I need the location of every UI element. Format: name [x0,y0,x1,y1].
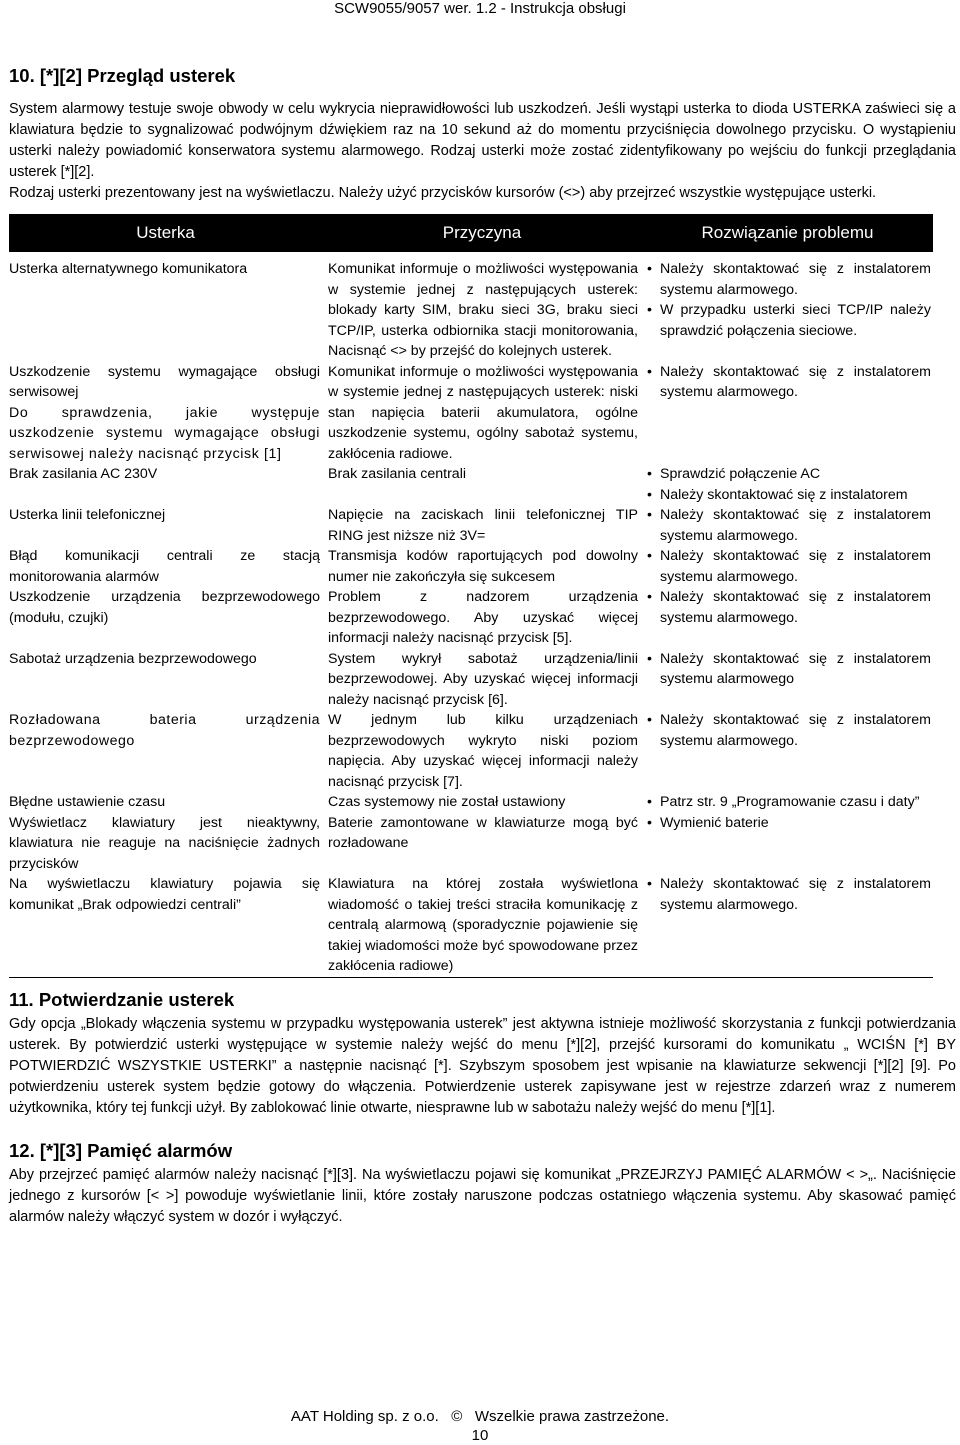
fix-item: • Sprawdzić połączenie AC [647,464,931,485]
page-number: 10 [471,1427,489,1444]
table-row [9,874,933,977]
table-row [9,252,933,362]
footer-copyright: AAT Holding sp. z o.o. © Wszelkie prawa zastrzeżone. [290,1408,670,1425]
fix-item: • Wymienić baterie [647,813,931,834]
cause-cell: W jednym lub kilku urządzeniach bezprzewodowych wykryto niski poziom napięcia. Aby uzyskać więcej informacji należy nacisnąć przycisk [7]. [328,712,638,790]
table-row [9,792,933,813]
header-title: SCW9055/9057 wer. 1.2 - Instrukcja obsługi [334,0,626,17]
fix-cell [642,546,933,587]
cause-cell: Baterie zamontowane w klawiaturze mogą być rozładowane [328,814,638,851]
table-row [9,505,933,546]
column-header: Przyczyna [322,214,642,252]
paragraph: Aby przejrzeć pamięć alarmów należy nacisnąć [*][3]. Na wyświetlaczu pojawi się komunikat „PRZEJRZYJ PAMIĘĆ ALARMÓW < >„. Naciśnięcie jednego z kursorów [< >] powoduje wyświetlanie linii, które zostały naruszone podczas ostatniego włączenia systemu. Aby skasować pamięć alarmów należy włączyć system w dozór i wyłączyć. [9,1166,956,1225]
fix-cell [642,649,933,711]
fix-cell [642,587,933,649]
cause-cell: Czas systemowy nie został ustawiony [328,794,566,810]
fix-item: • Należy skontaktować się z instalatorem systemu alarmowego. [647,362,931,403]
fix-item: • Patrz str. 9 „Programowanie czasu i daty” [647,792,931,813]
page-content [9,64,956,1228]
fault-text: Uszkodzenie systemu wymagające obsługi serwisowej [9,363,320,400]
column-header: Usterka [9,214,322,252]
fix-cell [642,464,933,505]
fix-item: • Należy skontaktować się z instalatorem systemu alarmowego. [647,710,931,751]
paragraph: Gdy opcja „Blokady włączenia systemu w przypadku występowania usterek” jest aktywna istnieje możliwość skorzystania z funkcji potwierdzania usterek. By potwierdzić usterki występujące w systemie należy wejść do menu [*][2], przejść kursorami do komunikatu „ WCIŚN [*] BY POTWIERDZIĆ WSZYSTKIE USTERKI” a następnie nacisnąć [*]. Szybszym sposobem jest wpisanie na klawiaturze sekwencji [*][2] [9]. Po potwierdzeniu usterek system będzie gotowy do włączenia. Potwierdzenie usterek zapisywane jest w rejestrze zdarzeń wraz z numerem użytkownika, który tej funkcji użył. By zablokować linie otwarte, niesprawne lub w sabotażu należy wejść do menu [*][1]. [9,1015,956,1116]
fix-cell [642,813,933,875]
table-row [9,587,933,649]
section-fault-acknowledge [9,988,956,1119]
fault-cell: Usterka linii telefonicznej [9,507,166,523]
table-row [9,464,933,505]
fix-item: • Należy skontaktować się z instalatorem systemu alarmowego [647,649,931,690]
fix-cell [642,362,933,465]
fix-cell [642,252,933,362]
cause-cell: Klawiatura na której została wyświetlona wiadomość o takiej treści straciła komunikację z centralą alarmową (sporadycznie pojawienie się takiej wiadomości może być spowodowane przez zakłócenia radiowe) [322,874,642,977]
fix-item: • Należy skontaktować się z instalatorem systemu alarmowego. [647,505,931,546]
table-row [9,546,933,587]
fault-cell: Błąd komunikacji centrali ze stacją monitorowania alarmów [9,548,320,585]
paragraph: System alarmowy testuje swoje obwody w celu wykrycia nieprawidłowości lub uszkodzeń. Jeśli wystąpi usterka to dioda USTERKA zaświeci się a klawiatura będzie to sygnalizować podwójnym dźwiękiem raz na 10 sekund aż do momentu przyciśnięcia dowolnego przycisku. O wystąpieniu usterki należy powiadomić konserwatora systemu alarmowego. Rodzaj usterki może zostać zidentyfikowany po wejściu do funkcji przeglądania usterek [*][2]. [9,101,956,180]
fix-item: • Należy skontaktować się z instalatorem [647,485,931,506]
section-title: 12. [*][3] Pamięć alarmów [9,1139,233,1161]
fault-cell: Wyświetlacz klawiatury jest nieaktywny, klawiatura nie reaguje na naciśnięcie żadnych przycisków [9,814,320,872]
fix-item: • Należy skontaktować się z instalatorem systemu alarmowego. [647,874,931,915]
column-header: Rozwiązanie problemu [642,214,933,252]
paragraph: Rodzaj usterki prezentowany jest na wyświetlaczu. Należy użyć przycisków kursorów (<>) aby przejrzeć wszystkie występujące usterki. [9,185,877,201]
fix-cell [642,710,933,792]
fault-cell: Błędne ustawienie czasu [9,794,166,810]
fault-cell: Uszkodzenie urządzenia bezprzewodowego (modułu, czujki) [9,589,320,626]
section-title: 10. [*][2] Przegląd usterek [9,65,236,86]
cause-cell: System wykrył sabotaż urządzenia/linii bezprzewodowej. Aby uzyskać więcej informacji należy nacisnąć przycisk [6]. [328,650,638,708]
cause-cell: Komunikat informuje o możliwości występowania w systemie jednej z następujących usterek: blokady karty SIM, braku sieci 3G, braku sieci TCP/IP, usterka odbiornika stacji monitorowania, Nacisnąć <> by przejść do kolejnych usterek. [328,261,638,359]
page-header [0,0,960,18]
fault-cell: Usterka alternatywnego komunikatora [9,261,248,277]
cause-cell: Napięcie na zaciskach linii telefonicznej TIP RING jest niższe niż 3V= [328,507,638,544]
table-row [9,710,933,792]
fault-cell: Sabotaż urządzenia bezprzewodowego [9,650,257,667]
fix-cell [642,874,933,977]
table-row [9,813,933,875]
section-fault-review [9,64,956,978]
fix-item: • Należy skontaktować się z instalatorem systemu alarmowego. [647,587,931,628]
table-row [9,362,933,465]
cause-cell: Problem z nadzorem urządzenia bezprzewodowego. Aby uzyskać więcej informacji należy nacisnąć przycisk [5]. [328,589,638,646]
fix-cell [642,792,933,813]
section-alarm-memory [9,1139,956,1228]
fault-cell: Rozładowana bateria urządzenia bezprzewodowego [9,712,320,749]
fault-cell: Na wyświetlaczu klawiatury pojawia się komunikat „Brak odpowiedzi centrali” [9,874,322,977]
fix-item: • W przypadku usterki sieci TCP/IP należy sprawdzić połączenia sieciowe. [647,300,931,341]
page-footer [0,1407,960,1445]
table-header-row [9,214,933,252]
fault-cell: Brak zasilania AC 230V [9,466,158,482]
fault-table [9,214,933,978]
fix-item: • Należy skontaktować się z instalatorem systemu alarmowego. [647,259,931,300]
fault-cell [9,362,322,465]
cause-cell: Komunikat informuje o możliwości występowania w systemie jednej z następujących usterek: niski stan napięcia baterii akumulatora, ogólne uszkodzenie systemu, ogólny sabotaż systemu, zakłócenia radiowe. [328,363,638,462]
cause-cell: Brak zasilania centrali [328,466,466,482]
cause-cell: Transmisja kodów raportujących pod dowolny numer nie zakończyła się sukcesem [328,548,638,585]
table-row [9,649,933,711]
fix-item: • Należy skontaktować się z instalatorem systemu alarmowego. [647,546,931,587]
fault-extra-text: Do sprawdzenia, jakie występuje uszkodzenie systemu wymagające obsługi serwisowej należy nacisnąć przycisk [1] [9,404,320,462]
fix-cell [642,505,933,546]
section-title: 11. Potwierdzanie usterek [9,988,235,1010]
